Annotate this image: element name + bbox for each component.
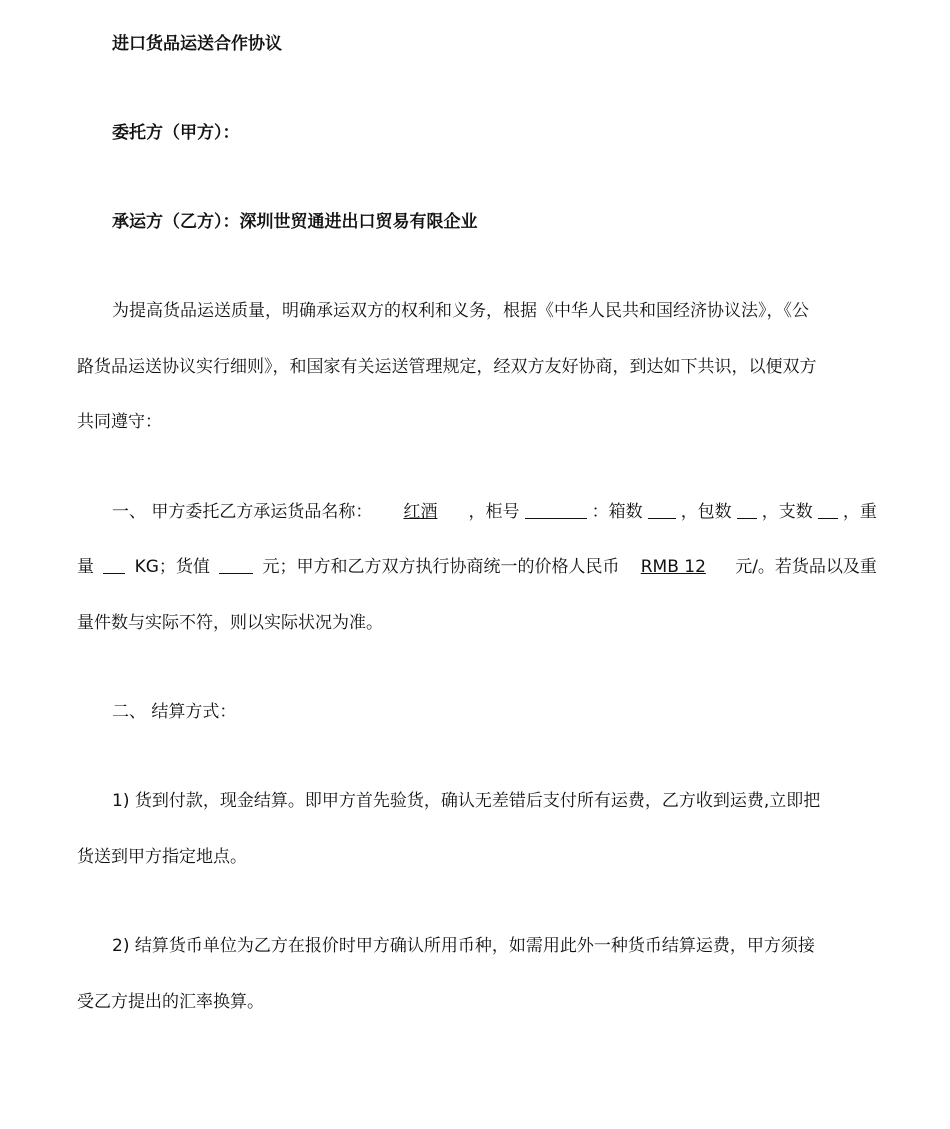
clause-2-item-1-line-2: 货送到甲方指定地点。 — [77, 847, 247, 867]
clause-1-line-2 — [77, 555, 877, 579]
unit-suffix: 元/。若货品以及重 — [735, 557, 877, 577]
clause-2-item-2-line-1: 2) 结算货币单位为乙方在报价时甲方确认所用币种，如需用此外一种货币结算运费，甲方须接 — [112, 936, 815, 956]
packs-blank — [737, 500, 757, 519]
clause-2-item-1-line-1: 1) 货到付款，现金结算。即甲方首先验货，确认无差错后支付所有运费，乙方收到运费,立即把 — [112, 791, 821, 811]
document-title: 进口货品运送合作协议 — [112, 34, 282, 54]
price-value-field: RMB 12 — [640, 557, 706, 577]
packs-label: ，包数 — [680, 502, 732, 522]
container-number-blank — [525, 500, 587, 519]
weight-label-start: ，重 — [842, 502, 877, 522]
price-label: 元；甲方和乙方双方执行协商统一的价格人民币 — [262, 557, 620, 577]
preamble-line-3: 共同遵守： — [77, 412, 162, 432]
party-a-line: 委托方（甲方）： — [112, 123, 240, 143]
goods-name-field: 红酒 — [403, 502, 438, 522]
pieces-label: ，支数 — [761, 502, 813, 522]
pieces-blank — [818, 500, 838, 519]
value-blank — [219, 555, 253, 574]
clause-2-heading: 二、 结算方式： — [112, 702, 237, 722]
container-label: ，柜号 — [468, 502, 520, 522]
boxes-label: ：箱数 — [591, 502, 643, 522]
clause-1-line-1 — [112, 500, 877, 524]
clause-1-line-3: 量件数与实际不符，则以实际状况为准。 — [77, 613, 383, 633]
weight-label: 量 — [77, 557, 94, 577]
clause-1-prefix: 一、 甲方委托乙方承运货品名称： — [112, 502, 373, 522]
party-b-line: 承运方（乙方）：深圳世贸通进出口贸易有限企业 — [112, 212, 478, 232]
boxes-blank — [648, 500, 676, 519]
kg-label: KG；货值 — [134, 557, 210, 577]
clause-2-item-2-line-2: 受乙方提出的汇率换算。 — [77, 992, 264, 1012]
preamble-line-2: 路货品运送协议实行细则》，和国家有关运送管理规定，经双方友好协商，到达如下共识，以便双方 — [77, 357, 817, 377]
preamble-line-1: 为提高货品运送质量，明确承运双方的权利和义务，根据《中华人民共和国经济协议法》，《公 — [112, 301, 809, 321]
weight-blank — [103, 555, 125, 574]
